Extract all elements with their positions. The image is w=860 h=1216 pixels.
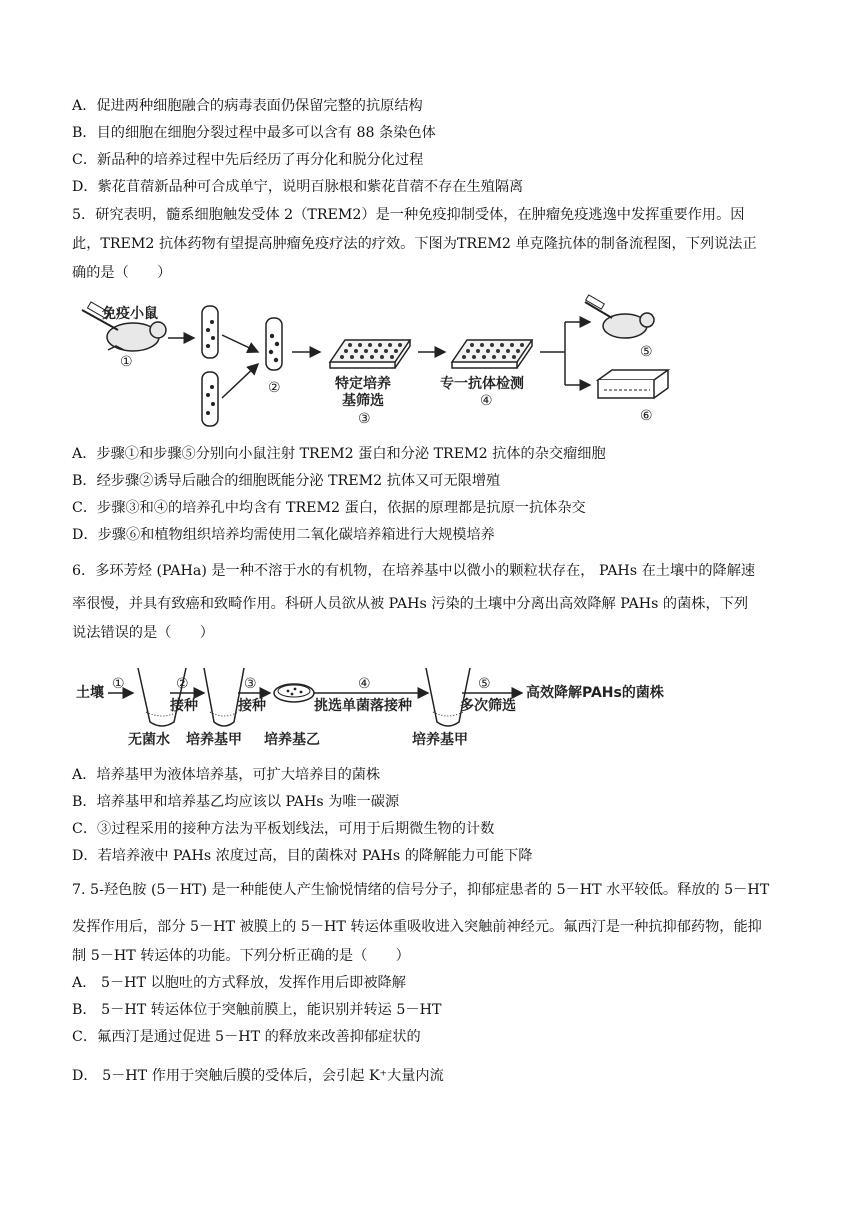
inoculate-label-2: 接种 [238, 698, 266, 714]
flow-step-4-number: ④ [358, 676, 371, 692]
q5-option-c: C．步骤③和④的培养孔中均含有 TREM2 蛋白，依据的原理都是抗原一抗体杂交 [72, 500, 586, 516]
q5-option-d: D．步骤⑥和植物组织培养均需使用二氧化碳培养箱进行大规模培养 [72, 527, 495, 543]
q6-option-a: A．培养基甲为液体培养基，可扩大培养目的菌株 [72, 767, 381, 783]
petri-dish-icon [274, 684, 314, 702]
q6-option-c: C．③过程采用的接种方法为平板划线法，可用于后期微生物的计数 [72, 821, 495, 837]
step-4-label: 专一抗体检测 [440, 376, 524, 392]
step-3-number: ③ [358, 411, 371, 427]
step-3-label-1: 特定培养 [335, 376, 391, 392]
inoculate-label-1: 接种 [170, 698, 198, 714]
flow-step-3-number: ③ [244, 676, 257, 692]
q4-option-a: A．促进两种细胞融合的病毒表面仍保留完整的抗原结构 [72, 98, 423, 114]
q6-stem-line-2: 率很慢，并具有致癌和致畸作用。科研人员欲从被 PAHs 污染的土壤中分离出高效降解 PAHs 的菌株，下列 [72, 596, 749, 612]
flow-step-1-number: ① [112, 676, 125, 692]
q7-option-d: D． 5－HT 作用于突触后膜的受体后，会引起 K⁺大量内流 [72, 1068, 444, 1084]
step-6-number: ⑥ [640, 408, 653, 424]
result-strain-label: 高效降解PAHs的菌株 [526, 685, 664, 701]
q4-option-b: B．目的细胞在细胞分裂过程中最多可以含有 88 条染色体 [72, 125, 436, 141]
q7-option-c: C．氟西汀是通过促进 5－HT 的释放来改善抑郁症状的 [72, 1029, 421, 1045]
medium-b-label: 培养基乙 [264, 732, 320, 748]
q4-option-c: C．新品种的培养过程中先后经历了再分化和脱分化过程 [72, 152, 424, 168]
medium-a-flask-2-icon [426, 668, 470, 726]
medium-a-flask-icon [204, 668, 244, 726]
sterile-water-label: 无菌水 [128, 732, 170, 748]
step-1-number: ① [120, 354, 133, 370]
q6-stem-line-3: 说法错误的是（ ） [72, 625, 214, 641]
flow-step-5-number: ⑤ [478, 676, 491, 692]
q6-stem-line-1: 6．多环芳烃 (PAHa) 是一种不溶于水的有机物，在培养基中以微小的颗粒状存在， PAHs 在土壤中的降解速 [72, 563, 756, 579]
q6-option-b: B．培养基甲和培养基乙均应该以 PAHs 为唯一碳源 [72, 794, 400, 810]
mouse-label: 免疫小鼠 [102, 306, 158, 322]
flow-step-2-number: ② [176, 676, 189, 692]
q7-stem-line-3: 制 5－HT 转运体的功能。下列分析正确的是（ ） [72, 948, 410, 964]
q5-stem-line-3: 确的是（ ） [72, 265, 172, 281]
medium-a-label-2: 培养基甲 [412, 732, 468, 748]
pick-colony-label: 挑选单菌落接种 [314, 698, 412, 714]
multi-screen-label: 多次筛选 [460, 698, 516, 714]
q7-stem-line-2: 发挥作用后，部分 5－HT 被膜上的 5－HT 转运体重吸收进入突触前神经元。氟西汀是一种抗抑郁药物，能抑 [72, 919, 762, 935]
step-3-label-2: 基筛选 [342, 393, 384, 409]
q7-stem-line-1: 7. 5-羟色胺 (5－HT) 是一种能使人产生愉悦情绪的信号分子，抑郁症患者的 5－HT 水平较低。释放的 5－HT [72, 882, 770, 898]
soil-label: 土壤 [76, 685, 104, 701]
q4-option-d: D．紫花苜蓿新品种可合成单宁，说明百脉根和紫花苜蓿不存在生殖隔离 [72, 179, 524, 195]
step-5-number: ⑤ [640, 344, 653, 360]
q6-option-d: D．若培养液中 PAHs 浓度过高，目的菌株对 PAHs 的降解能力可能下降 [72, 848, 533, 864]
medium-a-label: 培养基甲 [186, 732, 242, 748]
q5-option-a: A．步骤①和步骤⑤分别向小鼠注射 TREM2 蛋白和分泌 TREM2 抗体的杂交瘤细胞 [72, 446, 606, 462]
q5-option-b: B．经步骤②诱导后融合的细胞既能分泌 TREM2 抗体又可无限增殖 [72, 473, 501, 489]
q7-option-b: B． 5－HT 转运体位于突触前膜上，能识别并转运 5－HT [72, 1002, 442, 1018]
q5-stem-line-1: 5．研究表明，髓系细胞触发受体 2（TREM2）是一种免疫抑制受体，在肿瘤免疫逃逸中发挥重要作用。因 [72, 207, 745, 223]
q5-stem-line-2: 此，TREM2 抗体药物有望提高肿瘤免疫疗法的疗效。下图为TREM2 单克隆抗体的制备流程图，下列说法正 [72, 236, 757, 252]
step-4-number: ④ [480, 393, 493, 409]
q7-option-a: A． 5－HT 以胞吐的方式释放，发挥作用后即被降解 [72, 975, 406, 991]
step-2-number: ② [268, 380, 281, 396]
